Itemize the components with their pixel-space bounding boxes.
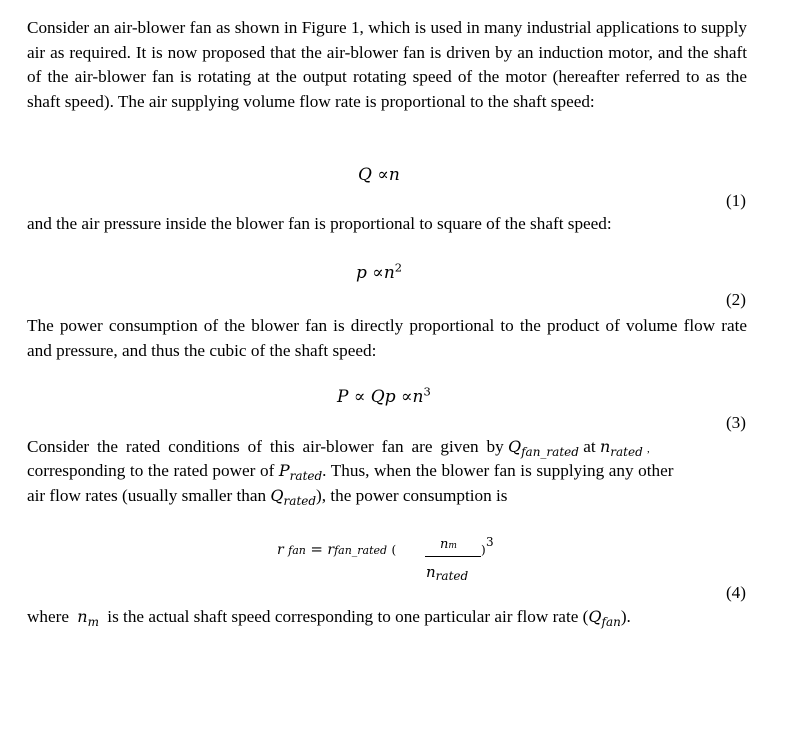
exponent-3: 3 [423, 384, 431, 399]
equation-number-3: (3) [725, 413, 746, 432]
symbol-proportional: ∝ [372, 263, 384, 283]
symbol-proportional: ∝ [377, 165, 389, 185]
symbol-Q-fan: $Q_{fan}$ [588, 607, 621, 629]
symbol-r: r [327, 542, 335, 558]
paragraph-power: The power consumption of the blower fan is directly proportional to the product of volume flow rate and pressure, and thus the cubic of the shaft speed: [27, 316, 747, 360]
rated-text-b: corresponding to the rated power of [27, 461, 275, 480]
symbol-n-rated: $n_{rated}$ [599, 437, 643, 459]
equation-number-2: (2) [725, 290, 746, 309]
where-text-a: where [27, 607, 69, 626]
rated-text-at: at [583, 437, 596, 456]
rated-text-c: . Thus, when the blower fan is supplying any other [322, 461, 674, 480]
symbol-P: P [337, 387, 349, 407]
symbol-Q-rated: $Q_{rated}$ [270, 486, 317, 508]
subscript-fan: fan [288, 544, 306, 557]
equation-number-4: (4) [725, 583, 746, 602]
symbol-Q: Q [358, 165, 372, 185]
symbol-n: n [388, 165, 400, 185]
symbol-n-m: $n_m$ [77, 607, 99, 629]
symbol-n: n [383, 263, 395, 283]
where-text-c: ). [620, 607, 631, 626]
symbol-n: n [412, 387, 424, 407]
paragraph-intro: Consider an air-blower fan as shown in Figure 1, which is used in many industrial applications to supply air as required. It is now proposed that the air-blower fan is driven by an induction motor, and the shaft of the air-blower fan is rotating at the output rotating speed of the motor (hereafter referred to as the shaft speed). The air supplying volume flow rate is proportional to the shaft speed: [27, 18, 747, 111]
fraction-denominator: $n_{rated}$ [426, 563, 469, 583]
symbol-equals: = [310, 540, 323, 558]
rated-text-d: air flow rates (usually smaller than [27, 486, 267, 505]
symbol-r: r [277, 542, 284, 558]
paragraph-where [27, 605, 747, 635]
exponent-2: 2 [394, 260, 403, 275]
equation-2 [356, 260, 403, 283]
fraction-numerator: nm [440, 537, 457, 552]
symbol-Qp: Qp [370, 387, 396, 407]
symbol-P-rated: $P_{rated}$ [278, 461, 323, 483]
symbol-proportional: ∝ [353, 387, 366, 407]
rated-text-comma: , [647, 443, 650, 455]
fraction-bar [425, 556, 481, 557]
symbol-proportional: ∝ [401, 387, 413, 407]
equation-number-1: (1) [725, 191, 746, 210]
exponent-3: 3 [486, 535, 494, 549]
where-text-b: is the actual shaft speed corresponding to one particular air flow rate ( [107, 607, 589, 626]
paragraph-rated-line-3 [27, 484, 747, 514]
subscript-fan-rated: fan_rated [334, 544, 388, 557]
equation-1 [358, 165, 400, 185]
rated-text-a: Consider the rated conditions of this air-blower fan are given by [27, 437, 504, 456]
equation-4-lhs [277, 540, 396, 558]
symbol-close-paren: ) [481, 543, 486, 557]
symbol-p: p [356, 263, 367, 283]
equation-3 [337, 384, 431, 407]
symbol-Q-fan-rated: $Q_{fan\_rated}$ [507, 437, 579, 459]
rated-text-e: ), the power consumption is [316, 486, 508, 505]
symbol-open-paren: ( [391, 543, 397, 557]
paragraph-pressure: and the air pressure inside the blower fan is proportional to square of the shaft speed: [27, 214, 612, 233]
